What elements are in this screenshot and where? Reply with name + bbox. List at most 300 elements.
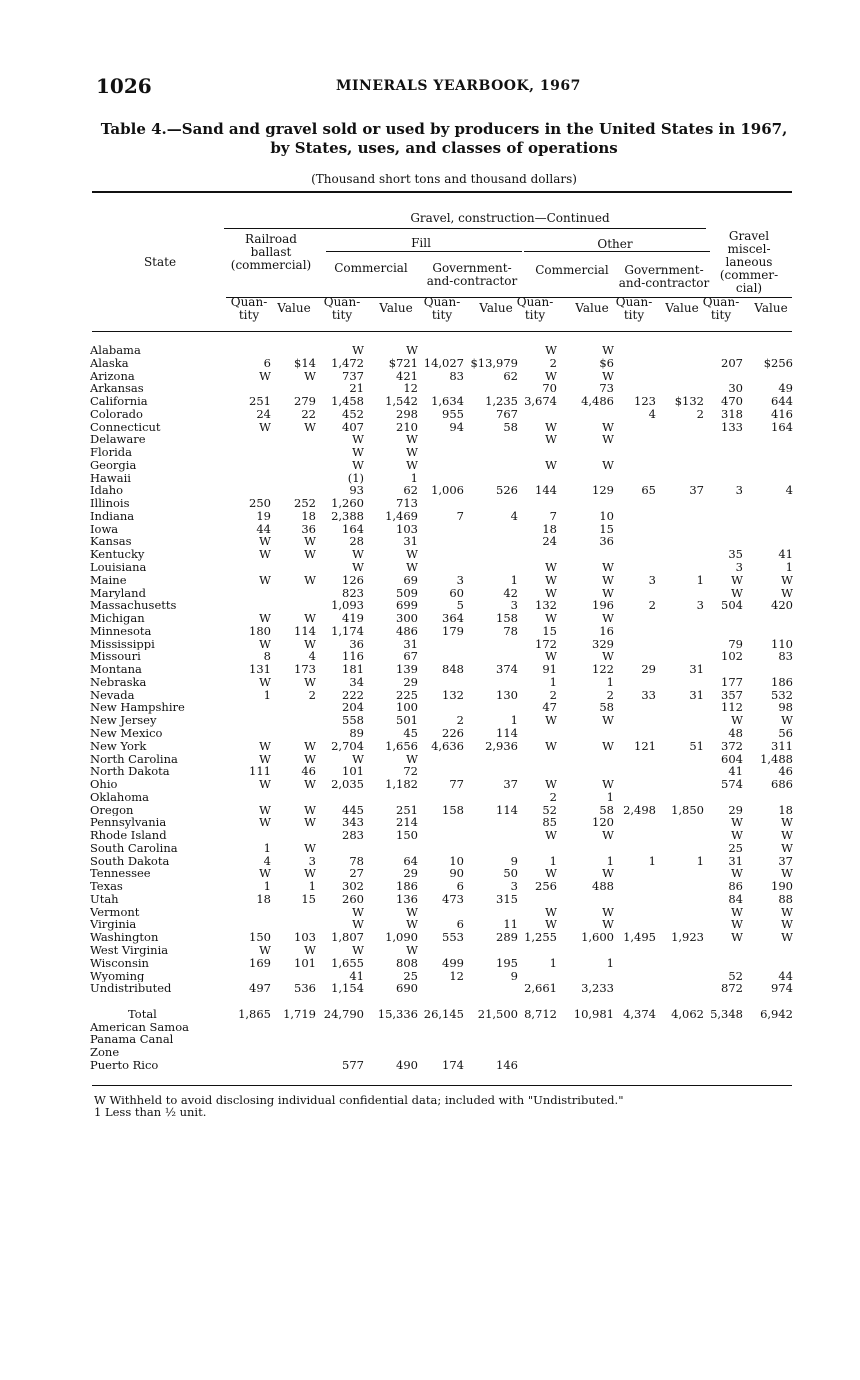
table-cell	[693, 1033, 743, 1046]
header-group: Gravel, construction—Continued	[410, 211, 610, 225]
state-label: Delaware	[90, 433, 146, 447]
table-cell: W	[352, 560, 364, 575]
table-cell: W	[731, 930, 743, 945]
table-cell: 18	[778, 802, 793, 817]
table-cell: W	[602, 572, 614, 587]
table-cell: W	[406, 751, 418, 766]
data-column	[266, 344, 316, 1072]
table-cell	[414, 638, 464, 651]
table-cell: 72	[403, 764, 418, 779]
table-cell	[606, 625, 656, 638]
state-label: Connecticut	[90, 420, 161, 434]
table-cell: 357	[721, 687, 743, 702]
table-cell: 1	[696, 572, 704, 587]
table-cell: 872	[721, 981, 743, 996]
table-cell: 300	[396, 611, 418, 626]
table-cell	[368, 1021, 418, 1034]
state-label: Maryland	[90, 586, 146, 600]
table-cell: 186	[771, 674, 793, 689]
table-cell: 22	[301, 406, 316, 421]
table-cell	[606, 893, 656, 906]
state-label: Iowa	[90, 522, 119, 536]
data-column	[743, 344, 793, 1072]
table-cell	[221, 1059, 271, 1072]
table-cell: 8,712	[524, 1006, 557, 1021]
table-cell: W	[352, 457, 364, 472]
table-cell	[266, 472, 316, 485]
table-cell	[507, 753, 557, 766]
table-cell: 52	[728, 968, 743, 983]
table-cell	[606, 791, 656, 804]
table-cell: 36	[599, 534, 614, 549]
table-cell	[414, 459, 464, 472]
table-cell: 46	[778, 764, 793, 779]
table-cell: 69	[403, 572, 418, 587]
table-cell	[606, 778, 656, 791]
table-cell	[606, 765, 656, 778]
table-cell	[266, 459, 316, 472]
table-cell: 1,469	[385, 508, 418, 523]
table-cell: 4	[308, 649, 316, 664]
table-cell	[693, 446, 743, 459]
table-cell: 488	[592, 879, 614, 894]
table-cell: 225	[396, 687, 418, 702]
table-cell: 5	[456, 598, 464, 613]
state-label: California	[90, 395, 148, 408]
table-cell: 31	[403, 636, 418, 651]
table-cell: W	[304, 866, 316, 881]
header-fill-commercial: Commercial	[334, 261, 408, 275]
state-label: North Dakota	[90, 765, 170, 779]
table-cell: 73	[599, 381, 614, 396]
state-label: Virginia	[90, 918, 137, 932]
table-cell	[743, 663, 793, 676]
table-cell	[414, 1021, 464, 1034]
table-cell: 77	[449, 777, 464, 792]
table-cell: 25	[403, 968, 418, 983]
table-cell	[693, 1021, 743, 1034]
table-cell: 120	[592, 815, 614, 830]
table-cell: W	[352, 343, 364, 357]
table-cell: 103	[294, 930, 316, 945]
state-label: Louisiana	[90, 561, 147, 574]
state-label: Michigan	[90, 612, 145, 625]
table-cell: 490	[396, 1057, 418, 1072]
table-cell: (1)	[347, 470, 364, 485]
state-label: Puerto Rico	[90, 1058, 159, 1072]
table-cell	[606, 446, 656, 459]
table-cell: 111	[249, 764, 271, 779]
table-cell: 250	[249, 496, 271, 511]
table-cell: 2,661	[524, 981, 557, 996]
table-cell: 62	[503, 368, 518, 383]
table-cell	[743, 523, 793, 536]
table-cell: 1	[696, 853, 704, 868]
table-cell: 51	[689, 738, 704, 753]
table-cell: 416	[771, 406, 793, 421]
table-cell: 1	[410, 470, 418, 485]
state-label	[90, 995, 226, 1008]
table-cell: 37	[689, 483, 704, 498]
table-cell: 103	[396, 521, 418, 536]
table-cell: 132	[535, 598, 557, 613]
table-cell	[606, 1033, 656, 1046]
table-cell: 41	[778, 547, 793, 562]
table-cell: 6	[263, 355, 271, 370]
table-cell	[606, 344, 656, 357]
table-cell: W	[545, 432, 557, 447]
table-cell: 179	[442, 623, 464, 638]
header-quantity: Quantity	[423, 295, 461, 322]
table-cell: W	[602, 713, 614, 728]
table-cell: 2	[606, 687, 614, 702]
table-cell: 501	[396, 713, 418, 728]
table-cell: 808	[396, 955, 418, 970]
table-cell	[266, 587, 316, 600]
table-cell: 1,600	[581, 930, 614, 945]
table-cell	[693, 625, 743, 638]
table-cell: 2,035	[331, 777, 364, 792]
table-cell	[414, 433, 464, 446]
table-cell: W	[602, 432, 614, 447]
table-cell: 190	[771, 879, 793, 894]
table-cell: 29	[403, 866, 418, 881]
table-cell	[507, 727, 557, 740]
table-cell: 5,348	[710, 1006, 743, 1021]
table-cell: 974	[771, 981, 793, 996]
table-title: Table 4.—Sand and gravel sold or used by producers in the United States in 1967, by States, uses, and classes of operations	[100, 120, 788, 157]
table-cell: 112	[721, 700, 743, 715]
table-cell: W	[602, 457, 614, 472]
table-cell: W	[602, 585, 614, 600]
table-cell: 204	[342, 700, 364, 715]
table-cell: 11	[503, 917, 518, 932]
table-cell: W	[545, 585, 557, 600]
state-label: Florida	[90, 446, 132, 459]
table-cell: 173	[294, 662, 316, 677]
table-cell	[221, 446, 271, 459]
table-cell: W	[781, 572, 793, 587]
table-cell: W	[304, 611, 316, 626]
table-cell: 251	[249, 394, 271, 409]
table-cell: $14	[294, 355, 316, 370]
table-cell	[507, 842, 557, 855]
table-cell: 2	[549, 355, 557, 370]
table-cell	[606, 867, 656, 880]
table-cell: W	[545, 866, 557, 881]
table-cell: 116	[342, 649, 364, 664]
table-cell	[693, 612, 743, 625]
table-cell: W	[259, 572, 271, 587]
table-cell: 4,374	[623, 1006, 656, 1021]
table-cell: W	[602, 343, 614, 357]
table-cell: 2	[549, 687, 557, 702]
table-cell: 713	[396, 496, 418, 511]
table-cell: 24	[256, 406, 271, 421]
table-cell: 532	[771, 687, 793, 702]
table-cell: 29	[728, 802, 743, 817]
state-label: Total	[128, 1007, 157, 1021]
table-cell	[743, 791, 793, 804]
table-cell: W	[259, 547, 271, 562]
header-other-commercial: Commercial	[535, 263, 609, 277]
table-cell: W	[781, 713, 793, 728]
table-cell: 374	[496, 662, 518, 677]
table-cell: 1,006	[431, 483, 464, 498]
header-quantity: Quantity	[615, 295, 653, 322]
table-cell	[221, 1046, 271, 1059]
header-misc: Gravel miscellaneous (commercial)	[719, 229, 779, 295]
table-cell	[743, 1059, 793, 1072]
table-cell	[606, 906, 656, 919]
table-cell: W	[545, 560, 557, 575]
state-label: Minnesota	[90, 624, 152, 638]
table-cell	[314, 1021, 364, 1034]
state-label: Nevada	[90, 688, 135, 702]
table-cell: 49	[778, 381, 793, 396]
table-cell	[743, 459, 793, 472]
table-cell	[606, 1046, 656, 1059]
table-cell: 33	[641, 687, 656, 702]
table-cell	[266, 1021, 316, 1034]
table-cell	[221, 1021, 271, 1034]
table-cell: 12	[403, 381, 418, 396]
table-cell: 29	[403, 674, 418, 689]
table-cell: 497	[249, 981, 271, 996]
state-label: Undistributed	[90, 982, 172, 996]
table-cell	[266, 1033, 316, 1046]
table-cell: 84	[728, 891, 743, 906]
table-cell: 164	[771, 419, 793, 434]
table-cell: W	[259, 942, 271, 957]
table-cell: W	[304, 419, 316, 434]
table-cell: 195	[496, 955, 518, 970]
table-cell: 136	[396, 891, 418, 906]
table-cell: 50	[503, 866, 518, 881]
table-cell	[221, 701, 271, 714]
table-cell	[314, 791, 364, 804]
table-cell	[606, 957, 656, 970]
table-cell	[606, 829, 656, 842]
table-cell	[606, 727, 656, 740]
table-cell: 644	[771, 394, 793, 409]
state-label: Colorado	[90, 407, 143, 421]
table-cell: 1,655	[331, 955, 364, 970]
header-other: Other	[597, 237, 633, 251]
table-cell: 1,472	[331, 355, 364, 370]
table-cell: W	[259, 534, 271, 549]
table-cell	[743, 497, 793, 510]
table-cell: W	[259, 419, 271, 434]
table-cell	[693, 344, 743, 357]
table-cell: 737	[342, 368, 364, 383]
table-cell: W	[545, 917, 557, 932]
table-cell	[507, 1021, 557, 1034]
table-cell: W	[406, 904, 418, 919]
table-cell: W	[259, 368, 271, 383]
table-cell: 19	[256, 508, 271, 523]
table-cell: W	[406, 917, 418, 932]
table-cell	[606, 421, 656, 434]
table-cell	[368, 995, 418, 1008]
table-cell	[606, 612, 656, 625]
table-cell	[368, 1046, 418, 1059]
table-cell: 4	[510, 508, 518, 523]
table-cell	[606, 535, 656, 548]
table-cell	[606, 880, 656, 893]
table-cell: 279	[294, 394, 316, 409]
table-cell	[507, 408, 557, 421]
table-cell: 4	[785, 483, 793, 498]
table-cell: 67	[403, 649, 418, 664]
table-cell: 114	[496, 725, 518, 740]
footnote-rule	[92, 1085, 792, 1086]
table-cell: 1,719	[283, 1006, 316, 1021]
table-cell	[266, 561, 316, 574]
table-cell: W	[304, 674, 316, 689]
table-cell: W	[304, 777, 316, 792]
table-cell: 78	[349, 853, 364, 868]
state-label: Kentucky	[90, 548, 145, 562]
table-cell: 31	[689, 662, 704, 677]
table-cell	[221, 459, 271, 472]
data-column	[414, 344, 464, 1072]
table-cell: 35	[728, 547, 743, 562]
table-cell: W	[602, 904, 614, 919]
table-cell: W	[602, 419, 614, 434]
table-cell: 28	[349, 534, 364, 549]
table-cell: 37	[778, 853, 793, 868]
table-cell	[693, 791, 743, 804]
table-cell: 558	[342, 713, 364, 728]
table-cell	[414, 995, 464, 1008]
table-cell	[221, 714, 271, 727]
table-cell: 83	[778, 649, 793, 664]
table-cell: W	[352, 432, 364, 447]
state-label: New York	[90, 739, 147, 753]
table-cell: 2	[696, 406, 704, 421]
table-cell: 1,807	[331, 930, 364, 945]
table-cell: W	[781, 815, 793, 830]
table-cell	[606, 638, 656, 651]
table-cell: W	[304, 534, 316, 549]
table-cell: 6	[456, 917, 464, 932]
table-cell: 93	[349, 483, 364, 498]
table-cell: W	[731, 866, 743, 881]
table-cell: 114	[496, 802, 518, 817]
table-cell	[314, 842, 364, 855]
table-cell: W	[731, 713, 743, 728]
table-cell: 139	[396, 662, 418, 677]
table-cell: 2,498	[623, 802, 656, 817]
table-cell: 9	[510, 853, 518, 868]
table-cell	[743, 612, 793, 625]
table-cell: 577	[342, 1057, 364, 1072]
table-cell	[414, 523, 464, 536]
fill-rule	[326, 251, 522, 252]
data-column	[693, 344, 743, 1072]
state-label: Utah	[90, 892, 119, 906]
table-cell: 101	[294, 955, 316, 970]
table-cell: W	[352, 904, 364, 919]
table-cell: 1,154	[331, 981, 364, 996]
table-cell: 83	[449, 368, 464, 383]
table-cell: 3	[510, 879, 518, 894]
table-cell: 18	[301, 508, 316, 523]
table-cell: 372	[721, 738, 743, 753]
table-cell: 181	[342, 662, 364, 677]
table-cell: W	[352, 942, 364, 957]
table-cell: 45	[403, 725, 418, 740]
header-value: Value	[575, 301, 609, 315]
state-label: Montana	[90, 663, 142, 676]
table-cell	[414, 791, 464, 804]
table-cell: 186	[396, 879, 418, 894]
table-cell	[221, 472, 271, 485]
table-cell: W	[259, 636, 271, 651]
table-cell: 146	[496, 1057, 518, 1072]
table-cell: 452	[342, 406, 364, 421]
data-column	[314, 344, 364, 1072]
table-cell: 12	[449, 968, 464, 983]
state-label: American Samoa	[90, 1020, 189, 1034]
table-cell	[314, 1046, 364, 1059]
table-cell: 2,936	[485, 738, 518, 753]
table-cell: 88	[778, 891, 793, 906]
table-cell: 174	[442, 1057, 464, 1072]
table-cell	[743, 433, 793, 446]
table-cell: 3	[308, 853, 316, 868]
table-cell: W	[259, 674, 271, 689]
table-cell	[606, 523, 656, 536]
table-cell	[606, 714, 656, 727]
table-cell: 470	[721, 394, 743, 409]
table-cell: W	[259, 866, 271, 881]
table-cell: 302	[342, 879, 364, 894]
header-value: Value	[277, 301, 311, 315]
table-cell	[606, 982, 656, 995]
table-cell: 58	[599, 802, 614, 817]
table-cell: W	[781, 917, 793, 932]
table-cell: W	[731, 917, 743, 932]
table-cell	[606, 701, 656, 714]
table-cell: 10	[599, 508, 614, 523]
table-cell: 210	[396, 419, 418, 434]
table-cell: 9	[510, 968, 518, 983]
table-cell: 4,486	[581, 394, 614, 409]
table-cell	[606, 548, 656, 561]
state-label: Idaho	[90, 484, 124, 498]
table-cell: 574	[721, 777, 743, 792]
table-cell: W	[304, 802, 316, 817]
table-cell	[414, 842, 464, 855]
table-cell: 180	[249, 623, 271, 638]
table-cell: 1,634	[431, 394, 464, 409]
table-cell: 16	[599, 623, 614, 638]
data-column	[368, 344, 418, 1072]
table-cell: 536	[294, 981, 316, 996]
table-cell	[743, 625, 793, 638]
table-cell: 101	[342, 764, 364, 779]
table-cell: 26,145	[423, 1006, 464, 1021]
table-cell: 252	[294, 496, 316, 511]
table-cell	[606, 1021, 656, 1034]
table-cell: 3	[735, 483, 743, 498]
table-cell	[606, 842, 656, 855]
table-cell: 86	[728, 879, 743, 894]
table-cell: 48	[728, 725, 743, 740]
state-label: Hawaii	[90, 471, 131, 485]
